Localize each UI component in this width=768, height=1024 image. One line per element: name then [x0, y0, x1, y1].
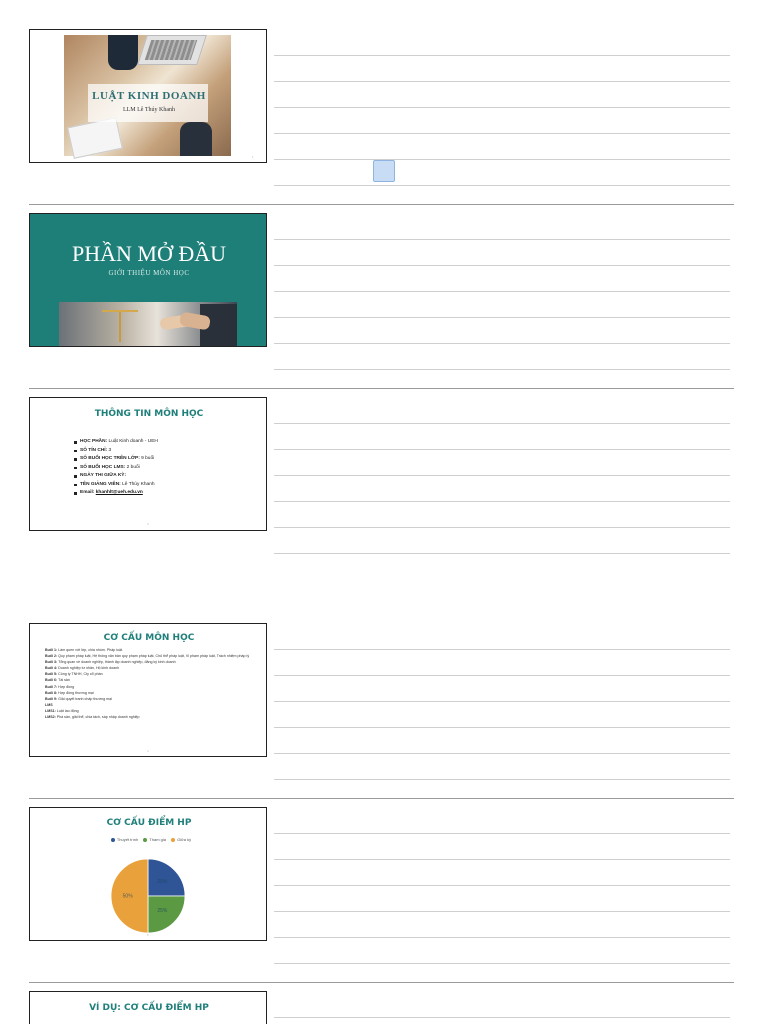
legend-swatch-1 — [143, 838, 147, 842]
slide-1-page-number: 1 — [252, 155, 254, 159]
legend-label-0: Thuyết trình — [116, 837, 139, 842]
pie-data-label-1: 25% — [157, 907, 168, 914]
notes-area-4[interactable] — [274, 623, 730, 793]
list-item: Buổi 8: Hợp đồng thương mại — [45, 690, 94, 695]
list-item: HỌC PHẦN: Luật Kinh doanh - UEH — [74, 438, 158, 447]
legend-swatch-0 — [111, 838, 115, 842]
slide-1-photo-keyboard — [145, 40, 197, 60]
slide-thumbnail-5[interactable] — [29, 807, 267, 941]
slide-thumbnail-6[interactable] — [29, 991, 267, 1024]
slide-1-photo-arm — [108, 35, 138, 70]
legend-label-2: Giữa kỳ — [177, 837, 192, 842]
note-marker[interactable] — [373, 160, 395, 182]
scales-of-justice-icon — [102, 310, 138, 340]
slide-3-page-number: 3 — [147, 522, 149, 526]
pie-data-label-0: 25% — [157, 879, 168, 886]
notes-area-2[interactable] — [274, 213, 730, 383]
page-divider — [29, 388, 734, 389]
list-item: Buổi 3: Tổng quan về doanh nghiệp, thành lập doanh nghiệp, đăng ký kinh doanh — [45, 660, 176, 665]
slide-4-page-number: 4 — [147, 749, 149, 753]
slide-2-title: PHẦN MỞ ĐẦU — [71, 241, 226, 266]
pie-data-label-2: 50% — [122, 893, 133, 900]
slide-1-title: LUẬT KINH DOANH — [92, 90, 206, 102]
email-link[interactable]: khanhlt@ueh.edu.vn — [95, 490, 143, 495]
pie-slice-1 — [148, 896, 185, 933]
legend-label-1: Tham gia — [149, 837, 166, 842]
list-item: Buổi 1: Làm quen với lớp, chia nhóm. Pháp luật. — [45, 648, 124, 652]
list-item: LMS — [45, 702, 53, 707]
list-item: SỐ TÍN CHỈ: 3 — [74, 447, 158, 456]
list-item: Buổi 6: Tài sản — [45, 678, 70, 683]
pie-chart-svg — [110, 858, 186, 934]
list-item: Buổi 9: Giải quyết tranh chấp thương mại — [45, 696, 112, 701]
legend-swatch-2 — [171, 838, 175, 842]
slide-1-photo-arm-2 — [180, 122, 212, 156]
slide-6-title: VÍ DỤ: CƠ CẤU ĐIỂM HP — [89, 1003, 209, 1013]
slide-thumbnail-4[interactable] — [29, 623, 267, 757]
pie-chart — [110, 858, 186, 934]
page-divider — [29, 204, 734, 205]
notes-area-6[interactable] — [274, 991, 730, 1024]
list-item: LMS1: Luật lao động — [45, 708, 79, 713]
course-info-list — [74, 438, 158, 498]
notes-area-3[interactable] — [274, 397, 730, 567]
slide-4-title: CƠ CẤU MÔN HỌC — [103, 633, 195, 643]
list-item: SỐ BUỔI HỌC TRÊN LỚP: 9 buổi — [74, 455, 158, 464]
list-item: NGÀY THI GIỮA KỲ: — [74, 472, 158, 481]
slide-5-title: CƠ CẤU ĐIỂM HP — [106, 818, 192, 828]
notes-area-1[interactable] — [274, 29, 730, 199]
slide-1-subtitle: LLM Lê Thúy Khanh — [122, 107, 176, 113]
list-item: Buổi 7: Hợp đồng — [45, 684, 75, 689]
chart-legend — [30, 837, 267, 842]
list-item: Buổi 5: Công ty TNHH, Cty cổ phần — [45, 672, 103, 677]
page-divider — [29, 982, 734, 983]
list-item: SỐ BUỔI HỌC LMS: 2 buổi — [74, 464, 158, 473]
list-item: LMS2: Phá sản, giải thể, chia tách, sáp nhập doanh nghiệp — [45, 715, 140, 720]
list-item: TÊN GIẢNG VIÊN: Lê Thúy Khanh — [74, 481, 158, 490]
slide-5-page-number: 5 — [147, 933, 149, 937]
pie-slice-0 — [148, 859, 185, 896]
slide-3-title: THÔNG TIN MÔN HỌC — [94, 409, 204, 419]
list-item: Buổi 2: Quy phạm pháp luật, Hệ thống văn bản quy phạm pháp luật, Chủ thể pháp luật, Vi phạm pháp luật, Trách nhiệm pháp lý — [45, 654, 250, 659]
slide-thumbnail-1[interactable] — [29, 29, 267, 163]
slide-thumbnail-3[interactable] — [29, 397, 267, 531]
notes-area-5[interactable] — [274, 807, 730, 977]
course-structure-list — [45, 647, 263, 720]
list-item: Buổi 4: Doanh nghiệp tư nhân, Hộ kinh doanh — [45, 666, 120, 671]
page-divider — [29, 798, 734, 799]
slide-thumbnail-2[interactable] — [29, 213, 267, 347]
slide-2-subtitle: GIỚI THIỆU MÔN HỌC — [108, 269, 190, 277]
list-item: Email: khanhlt@ueh.edu.vn — [74, 489, 158, 498]
